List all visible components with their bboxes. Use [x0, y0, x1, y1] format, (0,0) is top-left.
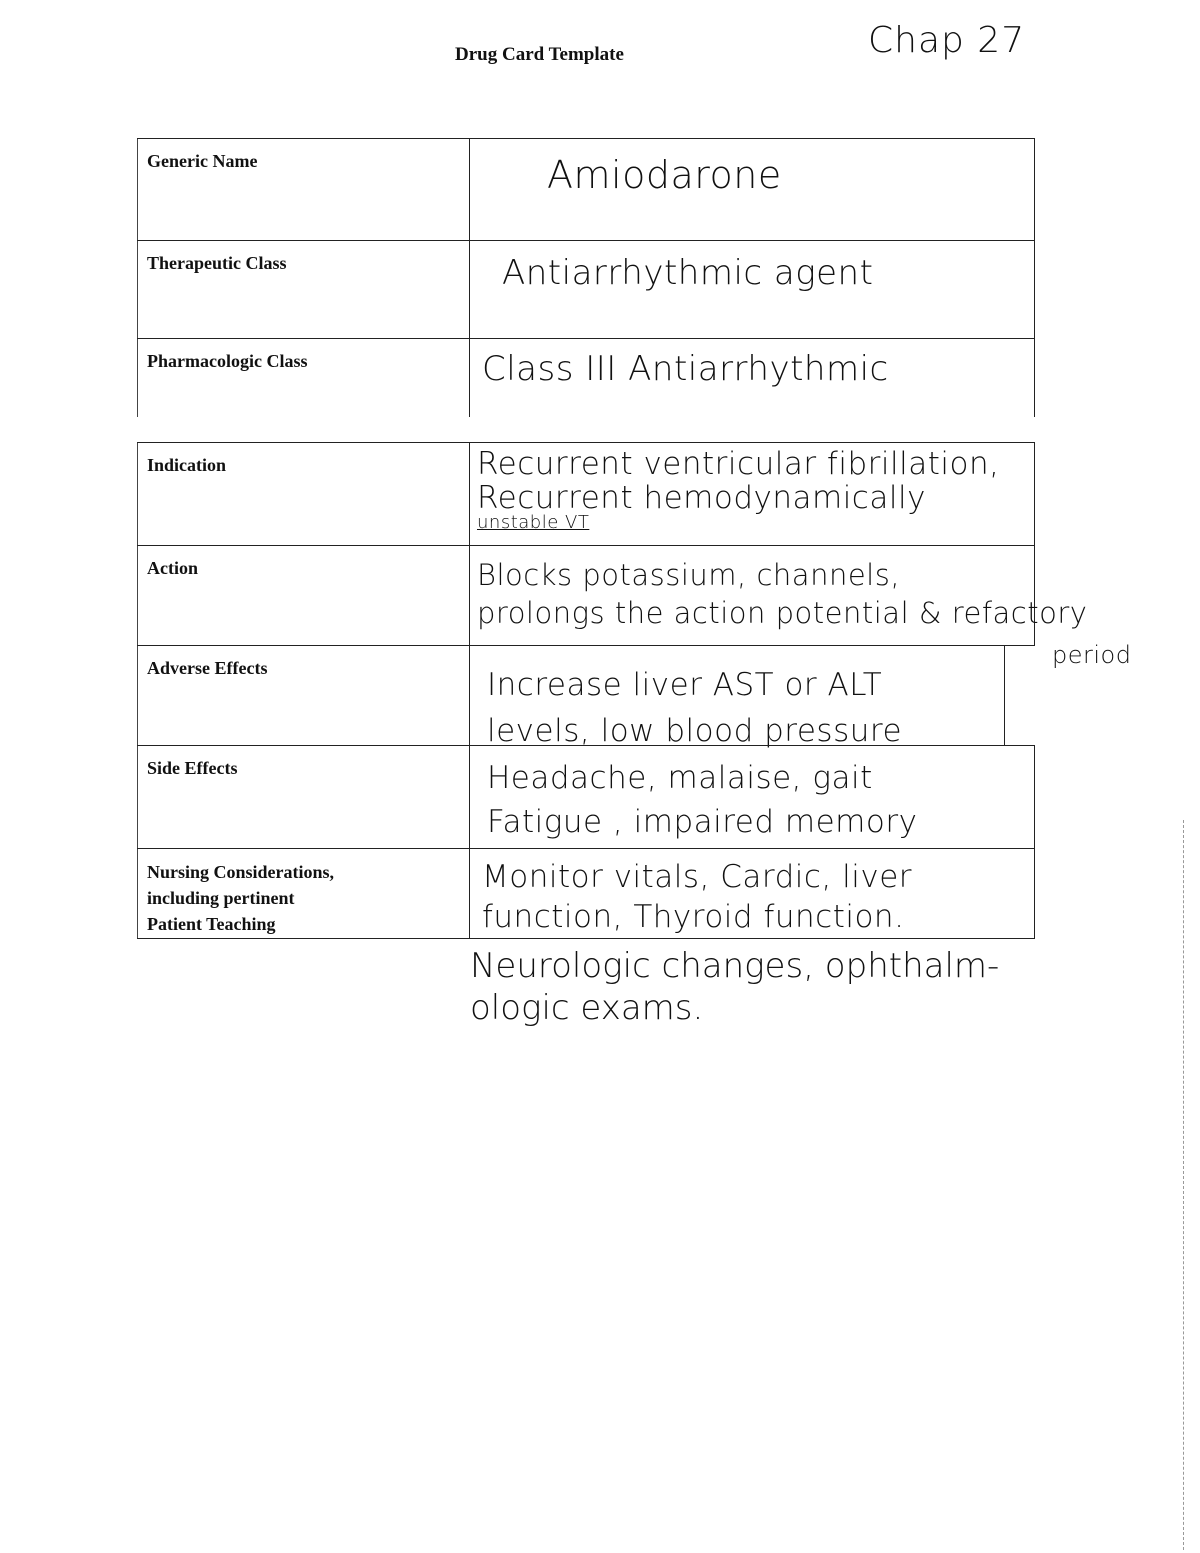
value-line: Recurrent ventricular fibrillation, [477, 446, 1000, 482]
row-indication [137, 442, 1035, 546]
value-line: function, Thyroid function. [482, 899, 905, 935]
row-therapeutic-class [137, 240, 1035, 339]
value [477, 556, 1132, 669]
label [147, 859, 334, 937]
value: Class III Antiarrhythmic [482, 349, 889, 389]
nursing-continuation [470, 945, 999, 1029]
chapter-note: Chap 27 [868, 20, 1026, 61]
value: Antiarrhythmic agent [502, 253, 874, 293]
row-nursing-considerations [137, 848, 1035, 939]
label: Pharmacologic Class [147, 351, 308, 371]
label: Side Effects [147, 758, 238, 778]
label: Action [147, 558, 198, 578]
label: Indication [147, 455, 227, 475]
row-pharmacologic-class [137, 338, 1035, 417]
value [477, 447, 999, 531]
label: Adverse Effects [147, 658, 268, 678]
value [487, 756, 917, 844]
label-line: including pertinent [147, 888, 295, 908]
value-line: Increase liver AST or ALT [487, 667, 883, 703]
document-title: Drug Card Template [455, 44, 624, 65]
label: Therapeutic Class [147, 253, 287, 273]
value [482, 857, 912, 937]
value-line: Monitor vitals, Cardic, liver [482, 859, 913, 895]
row-adverse-effects [137, 645, 1035, 749]
continuation-line: Neurologic changes, ophthalm- [470, 946, 1000, 986]
value-line: unstable VT [477, 512, 590, 533]
value-line: levels, low blood pressure [487, 713, 903, 749]
value-line: period [1052, 641, 1132, 669]
label-line: Nursing Considerations, [147, 862, 335, 882]
value-line: Blocks potassium, channels, [477, 558, 901, 592]
continuation-line: ologic exams. [470, 988, 704, 1028]
value-line: prolongs the action potential & refactory [477, 596, 1088, 630]
row-side-effects [137, 745, 1035, 849]
value-line: Headache, malaise, gait [487, 760, 873, 796]
value-line: Recurrent hemodynamically [477, 480, 926, 516]
value: Amiodarone [547, 153, 782, 197]
label-line: Patient Teaching [147, 914, 276, 934]
value [487, 662, 902, 754]
value-line: Fatigue , impaired memory [487, 804, 918, 840]
label: Generic Name [147, 151, 258, 171]
scan-edge [1183, 820, 1184, 1550]
row-generic-name [137, 138, 1035, 241]
